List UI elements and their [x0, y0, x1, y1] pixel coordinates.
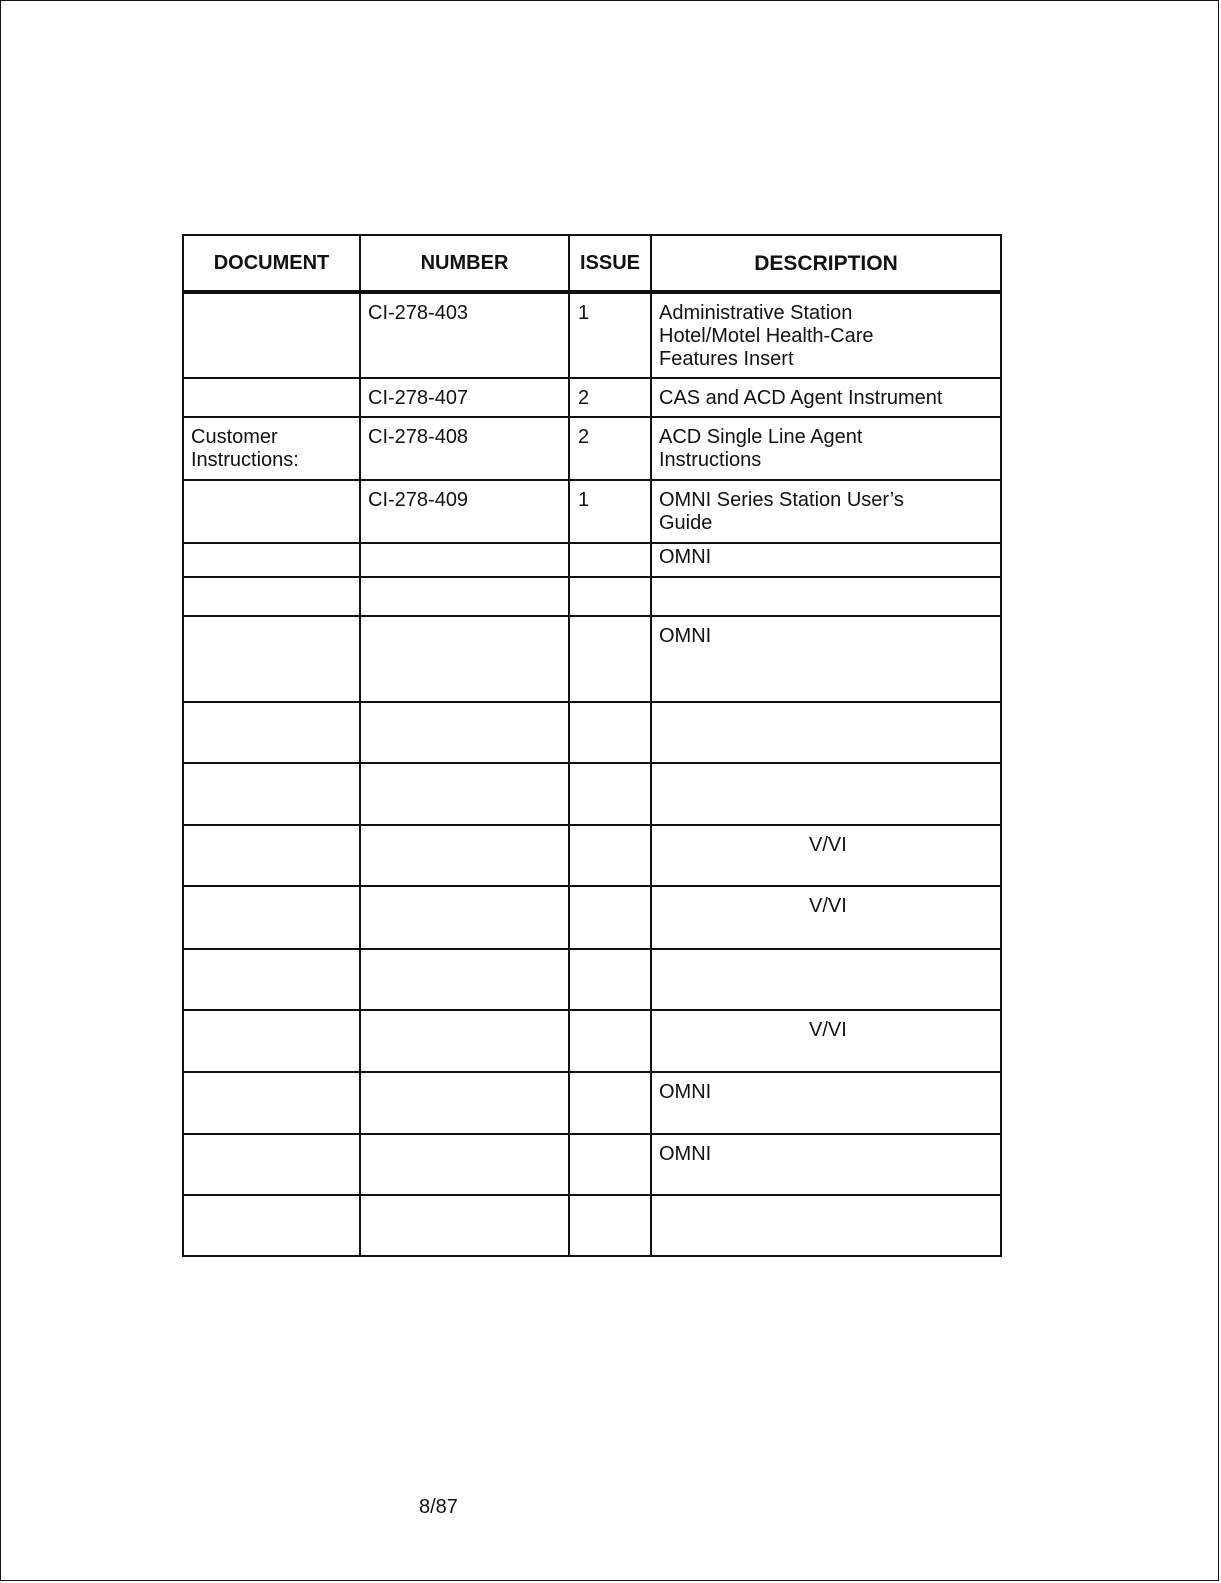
cell-document [183, 1195, 360, 1256]
table-row [183, 702, 1001, 763]
cell-document [183, 702, 360, 763]
table-row [183, 577, 1001, 616]
cell-document [183, 1134, 360, 1195]
cell-document: Customer Instructions: [183, 417, 360, 480]
cell-description [651, 577, 1001, 616]
header-document: DOCUMENT [183, 235, 360, 292]
cell-document [183, 543, 360, 577]
cell-number [360, 543, 569, 577]
table-row [183, 378, 1001, 417]
header-issue: ISSUE [569, 235, 651, 292]
cell-issue [569, 616, 651, 702]
cell-description: V/VI [651, 1010, 1001, 1072]
cell-issue [569, 1195, 651, 1256]
cell-number [360, 763, 569, 825]
table-header-row [183, 235, 1001, 292]
table-row [183, 417, 1001, 480]
cell-number [360, 825, 569, 886]
cell-description: ACD Single Line Agent Instructions [651, 417, 1001, 480]
table-row [183, 543, 1001, 577]
cell-description: OMNI [651, 1134, 1001, 1195]
cell-document [183, 886, 360, 949]
cell-document [183, 616, 360, 702]
document-table [182, 234, 1002, 1257]
cell-description [651, 1195, 1001, 1256]
cell-description: V/VI [651, 825, 1001, 886]
table-row [183, 949, 1001, 1010]
cell-number [360, 1072, 569, 1134]
table-row [183, 763, 1001, 825]
cell-description [651, 702, 1001, 763]
table-row [183, 825, 1001, 886]
cell-issue [569, 949, 651, 1010]
cell-number: CI-278-408 [360, 417, 569, 480]
cell-number [360, 949, 569, 1010]
cell-document [183, 1010, 360, 1072]
cell-number [360, 1134, 569, 1195]
cell-issue [569, 577, 651, 616]
table-row [183, 886, 1001, 949]
cell-issue: 1 [569, 292, 651, 378]
cell-description: Administrative Station Hotel/Motel Health-Care Features Insert [651, 292, 1001, 378]
document-table-wrapper [182, 234, 1000, 1257]
cell-number [360, 577, 569, 616]
cell-number [360, 886, 569, 949]
cell-issue [569, 825, 651, 886]
cell-issue [569, 886, 651, 949]
cell-number [360, 702, 569, 763]
cell-description: OMNI [651, 543, 1001, 577]
cell-description: CAS and ACD Agent Instrument [651, 378, 1001, 417]
cell-description: OMNI [651, 1072, 1001, 1134]
cell-issue: 1 [569, 480, 651, 543]
cell-number [360, 1195, 569, 1256]
cell-issue [569, 1010, 651, 1072]
header-number: NUMBER [360, 235, 569, 292]
cell-issue: 2 [569, 378, 651, 417]
cell-number: CI-278-409 [360, 480, 569, 543]
table-row [183, 1010, 1001, 1072]
table-row [183, 1072, 1001, 1134]
cell-document [183, 480, 360, 543]
cell-issue [569, 1072, 651, 1134]
cell-document [183, 292, 360, 378]
cell-issue: 2 [569, 417, 651, 480]
cell-document [183, 825, 360, 886]
cell-issue [569, 1134, 651, 1195]
cell-issue [569, 543, 651, 577]
cell-issue [569, 702, 651, 763]
cell-document [183, 577, 360, 616]
table-row [183, 292, 1001, 378]
cell-document [183, 378, 360, 417]
cell-description [651, 949, 1001, 1010]
cell-description: OMNI Series Station User’s Guide [651, 480, 1001, 543]
table-row [183, 480, 1001, 543]
table-row [183, 616, 1001, 702]
cell-number [360, 616, 569, 702]
cell-document [183, 763, 360, 825]
cell-issue [569, 763, 651, 825]
table-row [183, 1195, 1001, 1256]
cell-description: OMNI [651, 616, 1001, 702]
cell-document [183, 949, 360, 1010]
cell-number: CI-278-403 [360, 292, 569, 378]
cell-description [651, 763, 1001, 825]
table-row [183, 1134, 1001, 1195]
header-description: DESCRIPTION [651, 235, 1001, 292]
cell-document [183, 1072, 360, 1134]
cell-number [360, 1010, 569, 1072]
page-footer-date: 8/87 [419, 1496, 458, 1518]
cell-number: CI-278-407 [360, 378, 569, 417]
cell-description: V/VI [651, 886, 1001, 949]
